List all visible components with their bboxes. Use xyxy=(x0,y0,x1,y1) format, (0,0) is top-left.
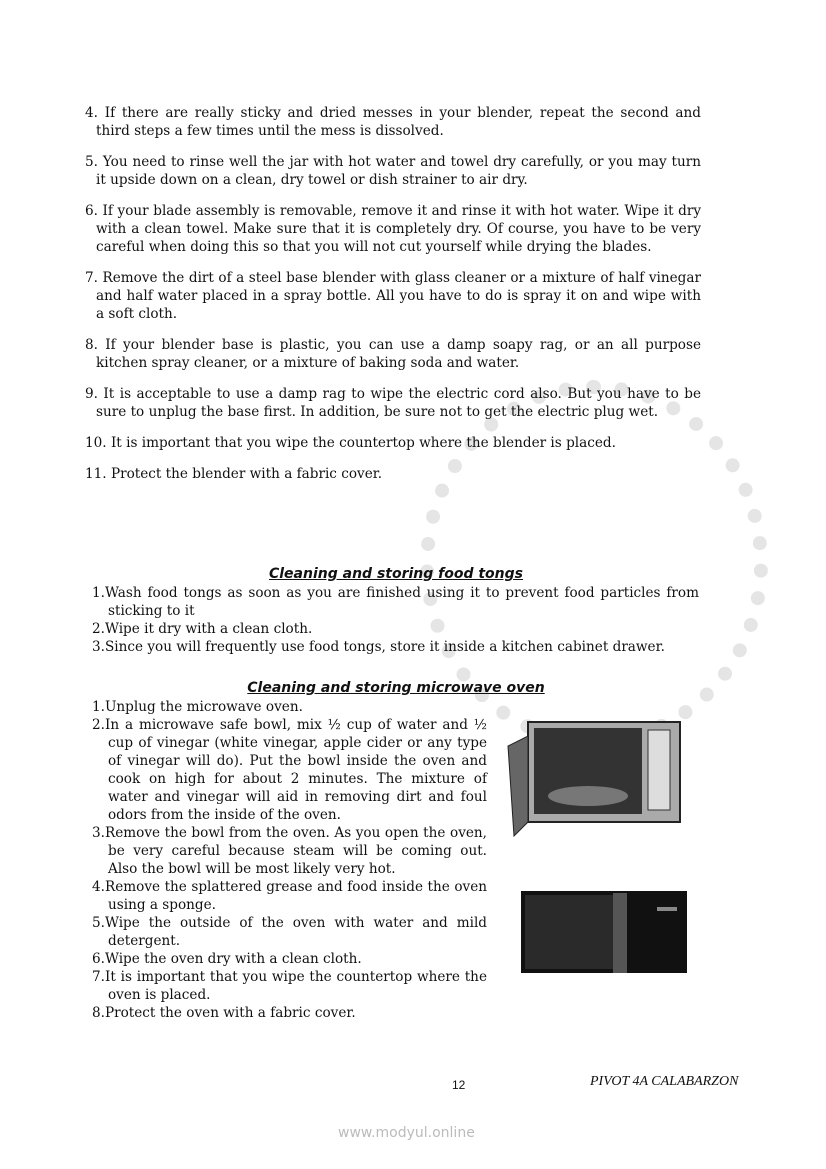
list-item: 10. It is important that you wipe the countertop where the blender is placed. xyxy=(85,435,616,451)
list-item: 6. If your blade assembly is removable, remove it and rinse it with hot water. Wipe it dry with a clean towel. Make sure that it is completely dry. Of course, you have to be very careful when doing this so that you will not cut yourself while drying the blades. xyxy=(85,203,701,255)
list-item: 4. If there are really sticky and dried messes in your blender, repeat the second and third steps a few times until the mess is dissolved. xyxy=(85,105,701,139)
list-item: 3.Remove the bowl from the oven. As you open the oven, be very careful because steam will be coming out. Also the bowl will be most likely very hot. xyxy=(92,825,487,877)
microwave-heading: Cleaning and storing microwave oven xyxy=(247,680,545,696)
microwave-steps xyxy=(92,698,487,1022)
list-item: 3.Since you will frequently use food tongs, store it inside a kitchen cabinet drawer. xyxy=(92,639,665,655)
list-item: 2.Wipe it dry with a clean cloth. xyxy=(92,621,313,637)
microwave-open-image xyxy=(506,716,684,840)
list-item: 5. You need to rinse well the jar with hot water and towel dry carefully, or you may turn it upside down on a clean, dry towel or dish strainer to air dry. xyxy=(85,154,701,188)
list-item: 6.Wipe the oven dry with a clean cloth. xyxy=(92,951,362,967)
page-number: 12 xyxy=(452,1078,466,1092)
list-item: 1.Wash food tongs as soon as you are finished using it to prevent food particles from sticking to it xyxy=(92,585,699,619)
list-item: 7.It is important that you wipe the countertop where the oven is placed. xyxy=(92,969,487,1003)
blender-steps xyxy=(85,104,701,483)
microwave-black-image xyxy=(517,887,691,979)
tongs-steps xyxy=(92,584,699,656)
list-item: 1.Unplug the microwave oven. xyxy=(92,699,303,715)
list-item: 8.Protect the oven with a fabric cover. xyxy=(92,1005,356,1021)
footer-title: PIVOT 4A CALABARZON xyxy=(590,1074,739,1089)
list-item: 4.Remove the splattered grease and food inside the oven using a sponge. xyxy=(92,879,487,913)
watermark-url: www.modyul.online xyxy=(338,1125,475,1141)
list-item: 11. Protect the blender with a fabric cover. xyxy=(85,466,383,482)
list-item: 8. If your blender base is plastic, you can use a damp soapy rag, or an all purpose kitchen spray cleaner, or a mixture of baking soda and water. xyxy=(85,337,701,371)
list-item: 7. Remove the dirt of a steel base blender with glass cleaner or a mixture of half vinegar and half water placed in a spray bottle. All you have to do is spray it on and wipe with a soft cloth. xyxy=(85,270,701,322)
list-item: 9. It is acceptable to use a damp rag to wipe the electric cord also. But you have to be sure to unplug the base first. In addition, be sure not to get the electric plug wet. xyxy=(85,386,701,420)
list-item: 2.In a microwave safe bowl, mix ½ cup of water and ½ cup of vinegar (white vinegar, apple cider or any type of vinegar will do). Put the bowl inside the oven and cook on high for about 2 minutes. The mixture of water and vinegar will aid in removing dirt and foul odors from the inside of the oven. xyxy=(92,717,487,823)
list-item: 5.Wipe the outside of the oven with water and mild detergent. xyxy=(92,915,487,949)
tongs-heading: Cleaning and storing food tongs xyxy=(268,566,524,582)
